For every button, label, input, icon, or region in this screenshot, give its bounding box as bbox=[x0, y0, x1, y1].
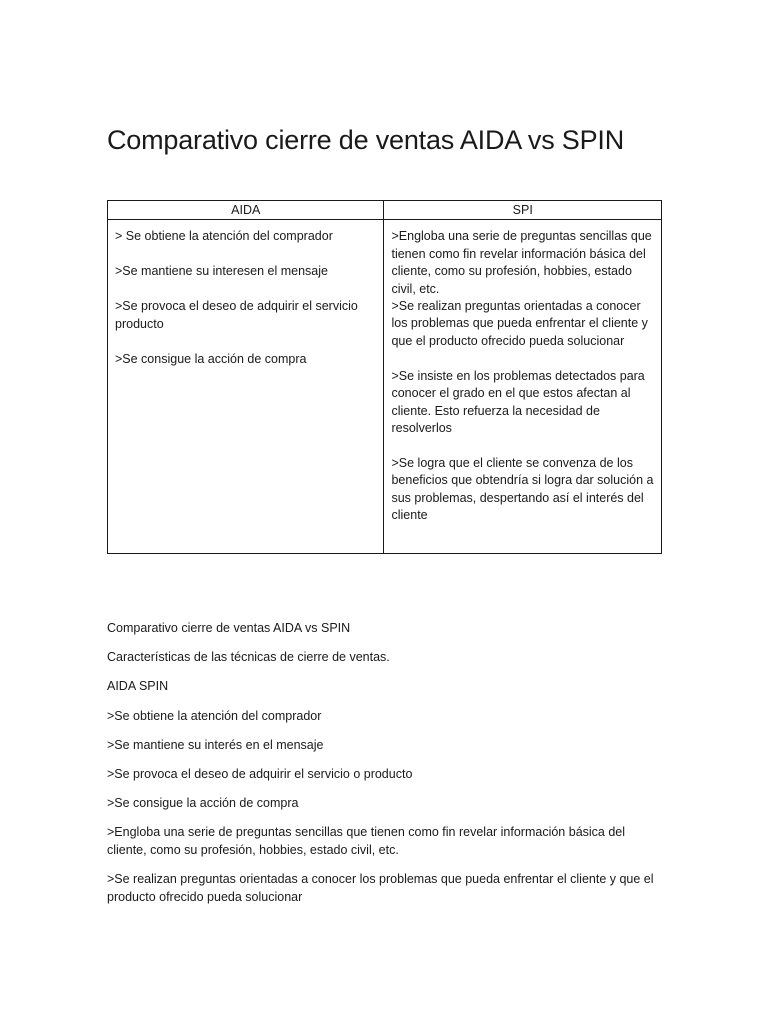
body-paragraph: >Se realizan preguntas orientadas a conocer los problemas que pueda enfrentar el cliente y que el producto ofrecido pueda solucionar bbox=[107, 872, 654, 904]
aida-item: > Se obtiene la atención del comprador bbox=[115, 229, 333, 244]
aida-item: >Se mantiene su interesen el mensaje bbox=[115, 264, 328, 279]
comparison-table bbox=[107, 200, 662, 554]
table-row bbox=[108, 220, 662, 554]
header-spin: SPI bbox=[384, 201, 662, 220]
body-paragraph: >Se consigue la acción de compra bbox=[107, 796, 299, 811]
aida-item: >Se provoca el deseo de adquirir el servicio producto bbox=[115, 299, 358, 331]
body-paragraph: >Se provoca el deseo de adquirir el servicio o producto bbox=[107, 766, 413, 781]
body-paragraph: AIDA SPIN bbox=[107, 679, 169, 694]
document-title: Comparativo cierre de ventas AIDA vs SPIN bbox=[107, 125, 625, 155]
aida-cell bbox=[108, 220, 384, 554]
spin-cell bbox=[384, 220, 662, 554]
spin-item: >Engloba una serie de preguntas sencillas que tienen como fin revelar información básica del cliente, como su profesión, hobbies, estado civil, etc. bbox=[391, 229, 652, 296]
body-paragraph: >Engloba una serie de preguntas sencillas que tienen como fin revelar información básica del cliente, como su profesión, hobbies, estado civil, etc. bbox=[107, 825, 626, 857]
spin-item: >Se logra que el cliente se convenza de los beneficios que obtendría si logra dar solución a sus problemas, despertando así el interés del cliente bbox=[391, 456, 654, 523]
spin-item: >Se realizan preguntas orientadas a conocer los problemas que pueda enfrentar el cliente y que el producto ofrecido pueda solucionar bbox=[391, 299, 648, 348]
aida-item: >Se consigue la acción de compra bbox=[115, 351, 307, 366]
header-aida: AIDA bbox=[108, 201, 384, 220]
body-paragraph: Características de las técnicas de cierre de ventas. bbox=[107, 650, 390, 665]
table-header-row bbox=[108, 201, 662, 220]
body-text bbox=[107, 620, 667, 918]
body-paragraph: >Se obtiene la atención del comprador bbox=[107, 708, 322, 723]
body-paragraph: Comparativo cierre de ventas AIDA vs SPIN bbox=[107, 621, 351, 635]
spin-item: >Se insiste en los problemas detectados para conocer el grado en el que estos afectan al cliente. Esto refuerza la necesidad de resolverlos bbox=[391, 368, 645, 436]
body-paragraph: >Se mantiene su interés en el mensaje bbox=[107, 737, 324, 752]
